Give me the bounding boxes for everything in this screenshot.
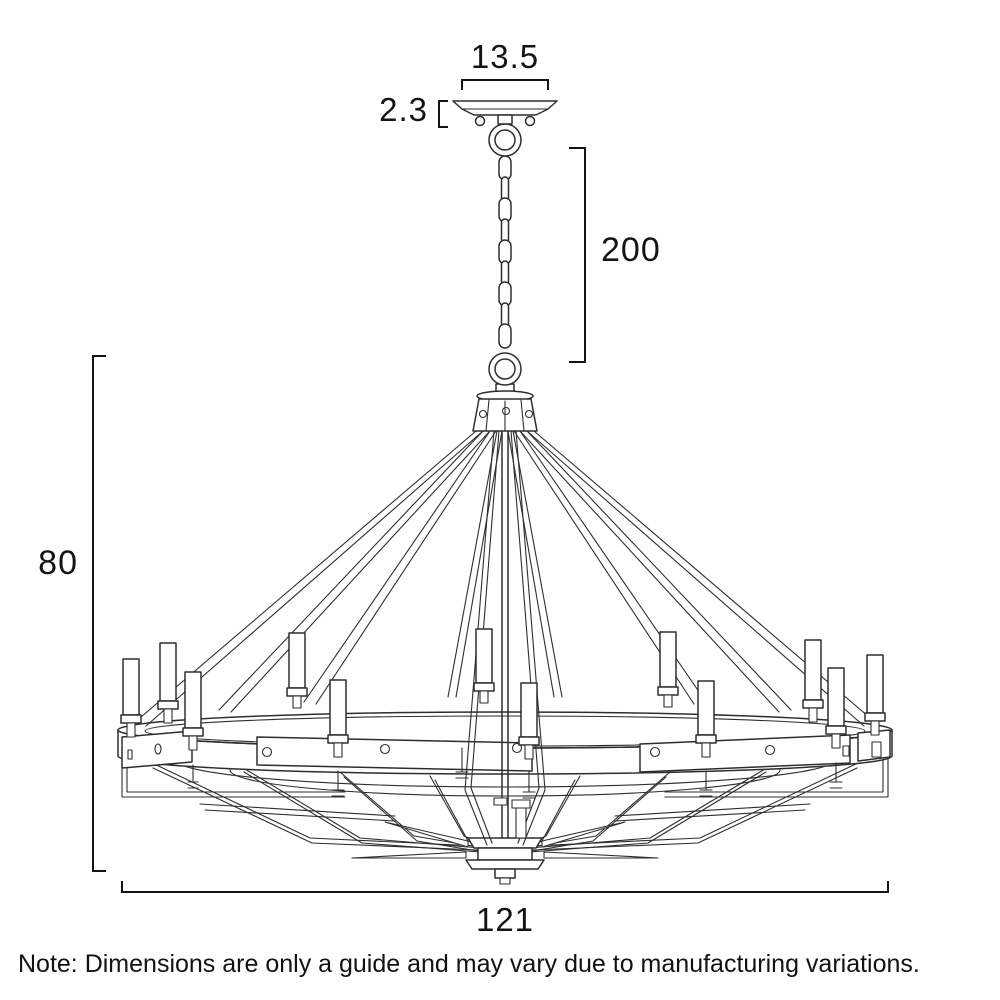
dimension-label-fixture-diameter: 121 <box>475 901 535 938</box>
dimension-fixture-diameter <box>122 882 888 938</box>
top-hub <box>473 384 537 431</box>
candle <box>474 629 494 703</box>
bottom-hub <box>352 822 658 884</box>
candle <box>658 632 678 707</box>
dimension-canopy-height <box>379 91 447 128</box>
dimension-label-fixture-height: 80 <box>38 544 78 582</box>
candle <box>865 655 885 735</box>
ring-plate <box>257 737 532 771</box>
canopy-knob <box>476 117 485 126</box>
dimension-fixture-height <box>38 356 105 871</box>
dimension-chain-length <box>570 148 661 362</box>
hanging-ring-lower <box>489 353 521 385</box>
candle <box>803 640 823 722</box>
hanging-ring-upper <box>489 124 521 156</box>
suspension-straps <box>134 431 876 845</box>
chain <box>499 156 511 348</box>
disclaimer-note: Note: Dimensions are only a guide and may vary due to manufacturing variations. <box>18 950 920 978</box>
dimension-canopy-width <box>462 38 548 89</box>
dimension-label-canopy-height: 2.3 <box>379 91 428 128</box>
ceiling-canopy <box>453 101 557 126</box>
candle <box>158 643 178 723</box>
candle <box>121 659 141 737</box>
dimension-label-chain-length: 200 <box>601 231 661 269</box>
candle <box>287 633 307 708</box>
wheel-ring <box>118 712 892 774</box>
dimension-label-canopy-width: 13.5 <box>470 38 540 75</box>
canopy-knob <box>526 117 535 126</box>
finial <box>495 869 515 878</box>
chain-link <box>499 324 511 348</box>
